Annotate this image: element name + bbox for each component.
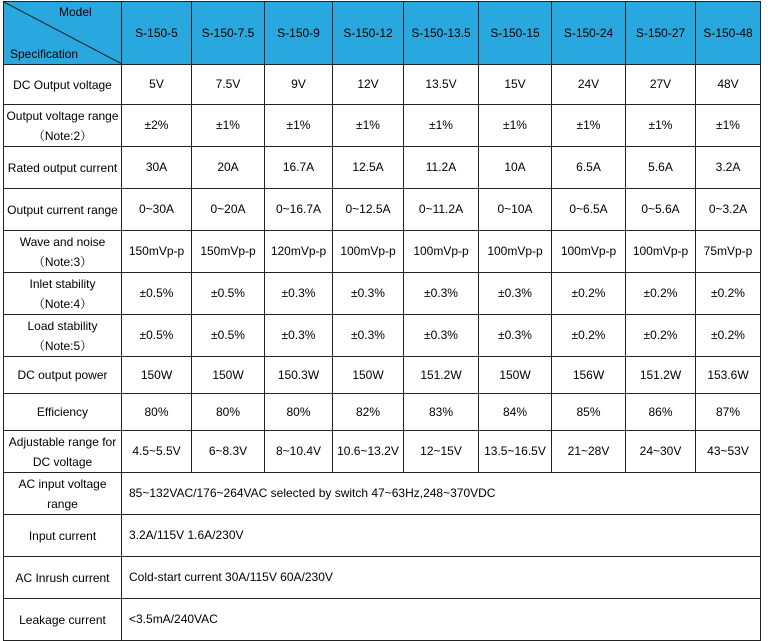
table-row	[4, 273, 761, 315]
table-cell: 13.5~16.5V	[479, 431, 552, 473]
row-label: Leakage current	[4, 599, 122, 641]
table-cell: 83%	[404, 394, 479, 431]
table-cell: 6.5A	[552, 147, 626, 189]
table-cell: 85%	[552, 394, 626, 431]
table-cell: 100mVp-p	[479, 231, 552, 273]
table-row	[4, 189, 761, 231]
table-cell: 10A	[479, 147, 552, 189]
table-cell: ±0.2%	[626, 315, 696, 357]
table-cell: 84%	[479, 394, 552, 431]
table-cell: 0~30A	[122, 189, 192, 231]
row-label: AC input voltage range	[4, 473, 122, 515]
table-cell: ±0.3%	[265, 273, 333, 315]
table-cell: 11.2A	[404, 147, 479, 189]
corner-cell	[4, 2, 122, 65]
table-cell: 43~53V	[696, 431, 761, 473]
table-cell: 150mVp-p	[192, 231, 265, 273]
table-cell: 0~12.5A	[333, 189, 404, 231]
table-cell: 12~15V	[404, 431, 479, 473]
table-cell: ±1%	[333, 105, 404, 147]
table-cell: ±1%	[192, 105, 265, 147]
table-cell: ±0.3%	[333, 273, 404, 315]
table-row	[4, 65, 761, 105]
model-label: Model	[59, 5, 92, 19]
table-row	[4, 105, 761, 147]
table-cell: ±0.3%	[404, 273, 479, 315]
table-cell: ±0.3%	[333, 315, 404, 357]
row-label: Input current	[4, 515, 122, 557]
table-cell: 156W	[552, 357, 626, 394]
table-cell: 0~11.2A	[404, 189, 479, 231]
table-cell: ±0.2%	[696, 315, 761, 357]
table-cell: 150mVp-p	[122, 231, 192, 273]
table-cell: 0~10A	[479, 189, 552, 231]
table-row	[4, 147, 761, 189]
table-cell: 30A	[122, 147, 192, 189]
row-label: Load stability （Note:5）	[4, 315, 122, 357]
row-label: DC output power	[4, 357, 122, 394]
table-cell: 48V	[696, 65, 761, 105]
table-cell: ±0.2%	[696, 273, 761, 315]
table-cell: 3.2A	[696, 147, 761, 189]
row-label: DC Output voltage	[4, 65, 122, 105]
table-cell: 0~20A	[192, 189, 265, 231]
table-row	[4, 231, 761, 273]
model-header: S-150-15	[479, 2, 552, 65]
table-cell: 16.7A	[265, 147, 333, 189]
table-cell: 9V	[265, 65, 333, 105]
table-cell: 5V	[122, 65, 192, 105]
table-cell: ±0.2%	[552, 315, 626, 357]
table-cell: 0~5.6A	[626, 189, 696, 231]
table-cell: 15V	[479, 65, 552, 105]
table-cell: 82%	[333, 394, 404, 431]
table-cell: ±0.3%	[265, 315, 333, 357]
table-cell: 153.6W	[696, 357, 761, 394]
header-row	[4, 2, 761, 65]
table-cell: 12V	[333, 65, 404, 105]
table-cell: 150W	[333, 357, 404, 394]
model-header: S-150-7.5	[192, 2, 265, 65]
table-cell: ±1%	[479, 105, 552, 147]
table-cell: 86%	[626, 394, 696, 431]
table-row	[4, 431, 761, 473]
table-cell: ±0.5%	[122, 273, 192, 315]
model-header: S-150-12	[333, 2, 404, 65]
table-cell: 150.3W	[265, 357, 333, 394]
table-cell: 0~3.2A	[696, 189, 761, 231]
table-cell: ±0.5%	[122, 315, 192, 357]
table-row	[4, 515, 761, 557]
table-row	[4, 557, 761, 599]
table-cell: ±1%	[696, 105, 761, 147]
table-cell: 0~16.7A	[265, 189, 333, 231]
table-cell: ±0.2%	[552, 273, 626, 315]
table-cell: 20A	[192, 147, 265, 189]
row-label: Wave and noise （Note:3）	[4, 231, 122, 273]
span-cell: Cold-start current 30A/115V 60A/230V	[122, 557, 761, 599]
spec-table	[3, 1, 761, 641]
row-label: Inlet stability （Note:4）	[4, 273, 122, 315]
table-cell: ±1%	[626, 105, 696, 147]
table-cell: ±1%	[552, 105, 626, 147]
table-cell: 24~30V	[626, 431, 696, 473]
row-label: Output current range	[4, 189, 122, 231]
table-cell: 4.5~5.5V	[122, 431, 192, 473]
table-cell: 80%	[265, 394, 333, 431]
table-cell: 80%	[192, 394, 265, 431]
table-row	[4, 599, 761, 641]
table-cell: 8~10.4V	[265, 431, 333, 473]
table-cell: ±0.5%	[192, 273, 265, 315]
table-row	[4, 315, 761, 357]
model-header: S-150-27	[626, 2, 696, 65]
table-cell: 6~8.3V	[192, 431, 265, 473]
table-cell: 27V	[626, 65, 696, 105]
table-cell: 75mVp-p	[696, 231, 761, 273]
table-row	[4, 357, 761, 394]
table-row	[4, 394, 761, 431]
specification-label: Specification	[10, 47, 79, 61]
table-cell: 87%	[696, 394, 761, 431]
model-header: S-150-9	[265, 2, 333, 65]
row-label: Output voltage range（Note:2）	[4, 105, 122, 147]
model-header: S-150-24	[552, 2, 626, 65]
table-cell: 120mVp-p	[265, 231, 333, 273]
model-header: S-150-13.5	[404, 2, 479, 65]
table-cell: 100mVp-p	[552, 231, 626, 273]
table-cell: 13.5V	[404, 65, 479, 105]
table-cell: 150W	[192, 357, 265, 394]
table-cell: ±0.5%	[192, 315, 265, 357]
table-row	[4, 473, 761, 515]
table-cell: 150W	[122, 357, 192, 394]
row-label: Rated output current	[4, 147, 122, 189]
table-cell: 0~6.5A	[552, 189, 626, 231]
table-cell: ±1%	[404, 105, 479, 147]
table-cell: 12.5A	[333, 147, 404, 189]
table-cell: ±0.3%	[404, 315, 479, 357]
table-cell: 24V	[552, 65, 626, 105]
table-cell: 80%	[122, 394, 192, 431]
span-cell: <3.5mA/240VAC	[122, 599, 761, 641]
table-cell: ±0.3%	[479, 273, 552, 315]
table-cell: 151.2W	[626, 357, 696, 394]
table-cell: 100mVp-p	[333, 231, 404, 273]
table-cell: 21~28V	[552, 431, 626, 473]
table-cell: 150W	[479, 357, 552, 394]
row-label: AC Inrush current	[4, 557, 122, 599]
table-cell: 151.2W	[404, 357, 479, 394]
table-cell: ±0.2%	[626, 273, 696, 315]
span-cell: 85~132VAC/176~264VAC selected by switch 47~63Hz,248~370VDC	[122, 473, 761, 515]
table-cell: 100mVp-p	[404, 231, 479, 273]
table-cell: 5.6A	[626, 147, 696, 189]
span-cell: 3.2A/115V 1.6A/230V	[122, 515, 761, 557]
model-header: S-150-48	[696, 2, 761, 65]
model-header: S-150-5	[122, 2, 192, 65]
table-cell: 7.5V	[192, 65, 265, 105]
table-cell: ±0.3%	[479, 315, 552, 357]
table-cell: 100mVp-p	[626, 231, 696, 273]
table-cell: 10.6~13.2V	[333, 431, 404, 473]
table-cell: ±1%	[265, 105, 333, 147]
row-label: Adjustable range for DC voltage	[4, 431, 122, 473]
table-cell: ±2%	[122, 105, 192, 147]
row-label: Efficiency	[4, 394, 122, 431]
